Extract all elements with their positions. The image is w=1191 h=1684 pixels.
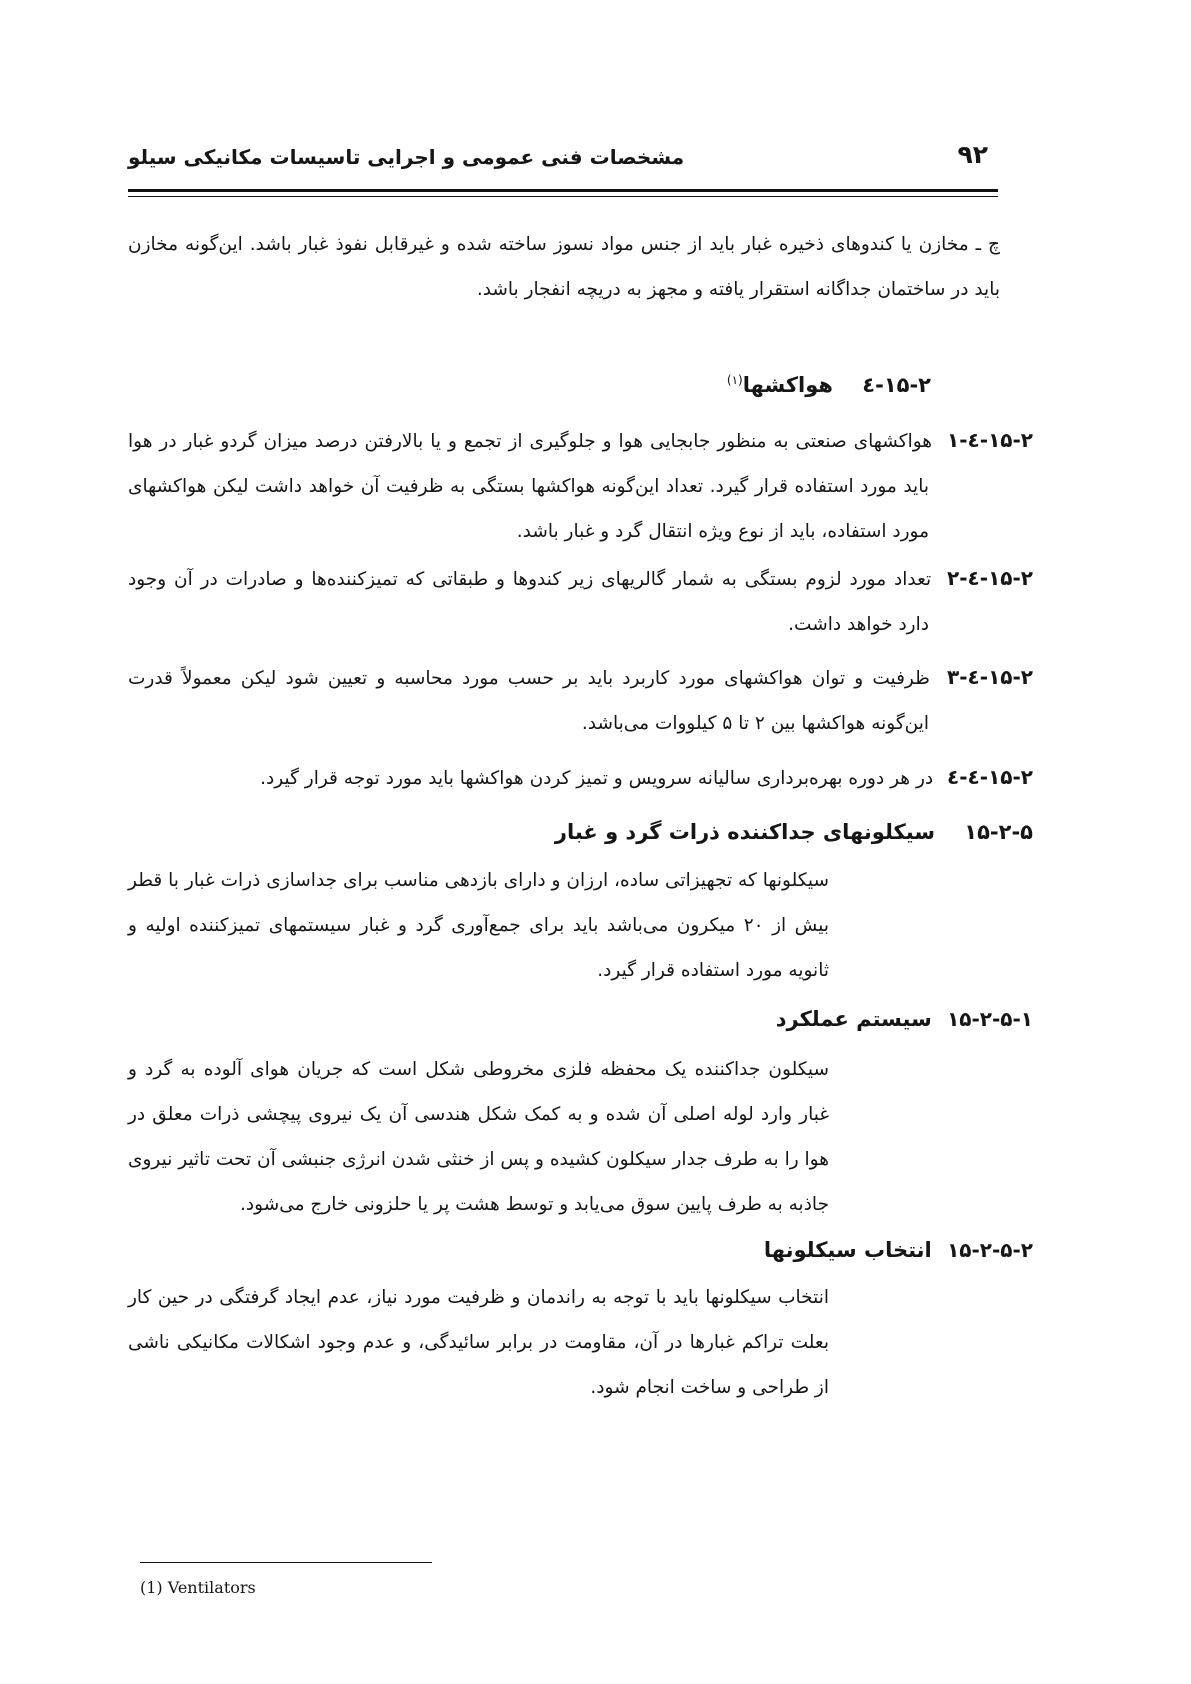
paragraph-text: سیکلون جداکننده یک محفظه فلزی مخروطی شکل است که جریان هوای آلوده به گرد و غبار وارد لوله اصلی آن شده و به کمک شکل هندسی آن یک نیروی پیچشی ذرات معلق در هوا را به طرف جدار سیکلون کشیده و پس از خنثی شدن انرژی جنبشی آن تحت تاثیر نیروی جاذبه به طرف پایین سوق می‌یابد و توسط هشت پر یا حلزونی خارج می‌شود. <box>128 1059 829 1215</box>
clause-text: ظرفیت و توان هواکشهای مورد کاربرد باید بر حسب مورد محاسبه و تعیین شود لیکن معمولاً قدرت این‌گونه هواکشها بین ۲ تا ۵ کیلووات می‌باشد. <box>128 668 930 734</box>
clause-text: تعداد مورد لزوم بستگی به شمار گالریهای زیر کندوها و طبقاتی که تمیزکننده‌ها و صادرات در آن وجود دارد خواهد داشت. <box>128 569 932 635</box>
section-heading-15-2-5-2 <box>128 1228 1033 1273</box>
paragraph-ch <box>128 222 1000 312</box>
section-heading-15-2-5-1 <box>128 997 1033 1042</box>
clause-number: ۱۵-۲-٤-۱ <box>947 428 1033 452</box>
section-number: ۱۵-۲-۵ <box>964 820 1033 844</box>
section-title: سیستم عملکرد <box>775 1007 932 1031</box>
paragraph-operation <box>128 1047 829 1227</box>
header-rule-thin <box>128 196 998 197</box>
footnote: (1) Ventilators <box>140 1578 256 1597</box>
clause-15-2-4-2 <box>128 556 1033 647</box>
paragraph-cyclones <box>128 858 829 993</box>
section-title: انتخاب سیکلونها <box>763 1238 932 1262</box>
clause-text: در هر دوره بهره‌برداری سالیانه سرویس و تمیز کردن هواکشها باید مورد توجه قرار گیرد. <box>260 768 934 789</box>
header-rule-thick <box>128 189 998 192</box>
running-title: مشخصات فنی عمومی و اجرایی تاسیسات مکانیکی سیلو <box>128 145 685 169</box>
section-number: ۱۵-۲-٤ <box>862 373 931 397</box>
paragraph-selection <box>128 1275 829 1410</box>
footnote-rule <box>140 1562 432 1563</box>
paragraph-text: انتخاب سیکلونها باید با توجه به راندمان و ظرفیت مورد نیاز، عدم ایجاد گرفتگی در حین کار بعلت تراکم غبارها در آن، مقاومت در برابر سائیدگی، و عدم وجود اشکالات مکانیکی ناشی از طراحی و ساخت انجام شود. <box>128 1287 829 1398</box>
clause-15-2-4-4 <box>128 755 1033 801</box>
paragraph-ch-text: چ ـ مخازن یا کندوهای ذخیره غبار باید از جنس مواد نسوز ساخته شده و غیرقابل نفوذ غبار باشد. این‌گونه مخازن باید در ساختمان جداگانه استقرار یافته و مجهز به دریچه انفجار باشد. <box>128 234 1000 300</box>
section-heading-15-2-4 <box>128 358 931 408</box>
clause-number: ۱۵-۲-٤-٤ <box>947 765 1033 789</box>
page-number: ۹۲ <box>957 140 988 169</box>
clause-15-2-4-3 <box>128 655 1033 746</box>
paragraph-text: سیکلونها که تجهیزاتی ساده، ارزان و دارای بازدهی مناسب برای جداسازی ذرات غبار با قطر بیش از ۲۰ میکرون می‌باشد باید برای جمع‌آوری گرد و غبار سیستمهای تمیزکننده اولیه و ثانویه مورد استفاده قرار گیرد. <box>128 870 829 981</box>
footnote-marker: (۱) <box>726 373 743 387</box>
section-number: ۱۵-۲-۵-۲ <box>947 1238 1033 1262</box>
section-heading-15-2-5 <box>128 810 1033 855</box>
section-number: ۱۵-۲-۵-۱ <box>947 1007 1033 1031</box>
clause-text: هواکشهای صنعتی به منظور جابجایی هوا و جلوگیری از تجمع و یا بالارفتن درصد میزان گردو غبار در هوا باید مورد استفاده قرار گیرد. تعداد این‌گونه هواکشها بستگی به ظرفیت آن خواهد داشت لیکن هواکشهای مورد استفاده، باید از نوع ویژه انتقال گرد و غبار باشد. <box>128 431 933 542</box>
clause-number: ۱۵-۲-٤-۲ <box>947 566 1033 590</box>
clause-number: ۱۵-۲-٤-۳ <box>947 665 1033 689</box>
section-title: هواکشها <box>742 373 833 397</box>
clause-15-2-4-1 <box>128 418 1033 554</box>
section-title: سیکلونهای جداکننده ذرات گرد و غبار <box>554 820 935 844</box>
